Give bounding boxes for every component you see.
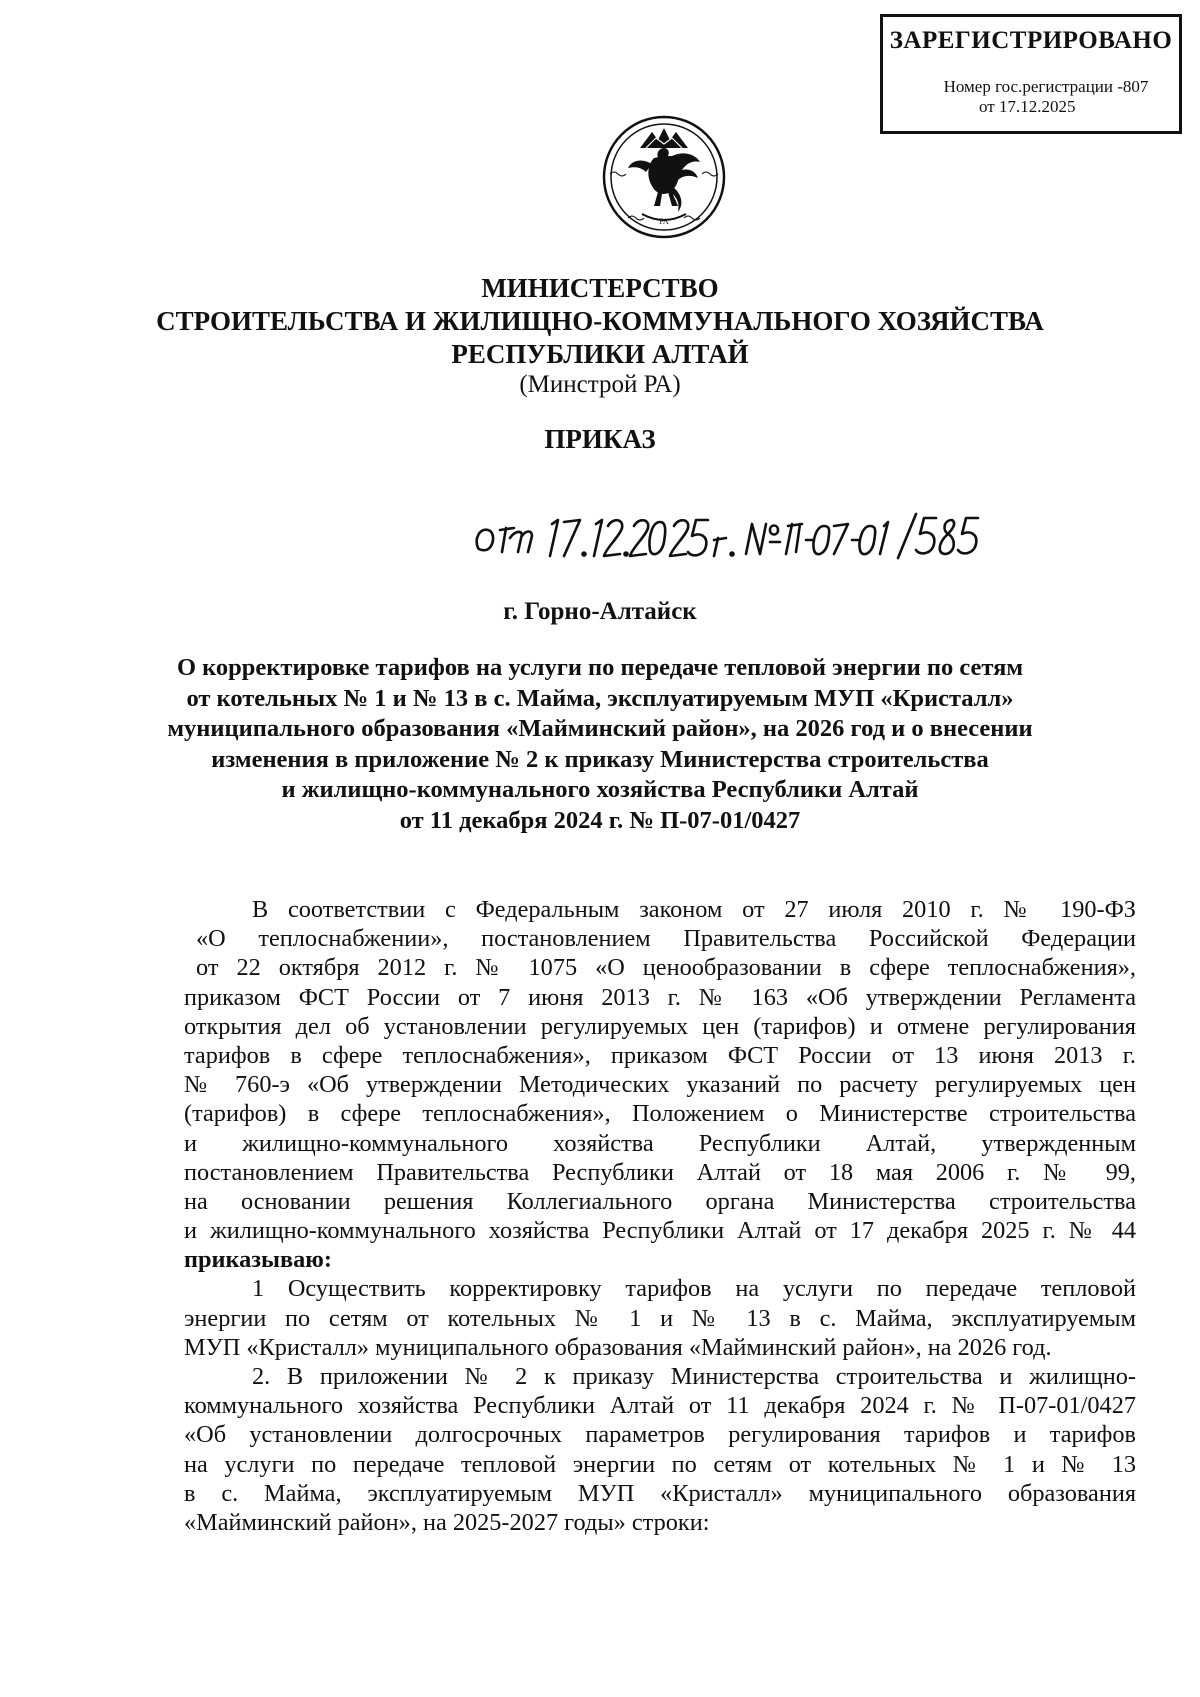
order-title: ПРИКАЗ bbox=[544, 424, 656, 454]
ministry-short-name: (Минстрой РА) bbox=[519, 371, 681, 398]
item-1-line: 1 Осуществить корректировку тарифов на услуги по передаче тепловой bbox=[252, 1275, 1136, 1303]
item-2-line: на услуги по передаче тепловой энергии по сетям от котельных № 1 и № 13 bbox=[184, 1450, 1136, 1478]
order-subject bbox=[160, 653, 1040, 836]
preamble-line: (тарифов) в сфере теплоснабжения», Положением о Министерстве строительства bbox=[184, 1100, 1136, 1128]
preamble-line: открытия дел об установлении регулируемых цен (тарифов) и отмене регулирования bbox=[184, 1012, 1136, 1040]
subject-line: муниципального образования «Майминский район», на 2026 год и о внесении bbox=[167, 715, 1033, 742]
ministry-line-3: РЕСПУБЛИКИ АЛТАЙ bbox=[451, 339, 749, 369]
subject-line: изменения в приложение № 2 к приказу Министерства строительства bbox=[211, 745, 989, 773]
preamble-line: от 22 октября 2012 г. № 1075 «О ценообразовании в сфере теплоснабжения», bbox=[196, 954, 1136, 982]
stamp-title: ЗАРЕГИСТРИРОВАНО bbox=[889, 27, 1173, 54]
item-2-line: в с. Майма, эксплуатируемым МУП «Кристалл» муниципального образования bbox=[184, 1479, 1136, 1507]
emblem-letters: РА bbox=[659, 217, 669, 226]
item-2-line: 2. В приложении № 2 к приказу Министерства строительства и жилищно- bbox=[252, 1363, 1136, 1390]
preamble-line: В соответствии с Федеральным законом от 27 июля 2010 г. № 190-ФЗ bbox=[252, 896, 1136, 923]
stamp-reg-date: от 17.12.2025 bbox=[979, 97, 1076, 116]
handwritten-text: от 17.12.2025г. № П-07-01/585 bbox=[470, 508, 483, 509]
item-2-line: коммунального хозяйства Республики Алтай от 11 декабря 2024 г. № П-07-01/0427 bbox=[184, 1392, 1136, 1420]
city: г. Горно-Алтайск bbox=[503, 598, 697, 625]
ministry-name bbox=[0, 272, 1200, 371]
preamble-line: № 760-э «Об утверждении Методических указаний по расчету регулируемых цен bbox=[184, 1071, 1136, 1099]
coat-of-arms-icon bbox=[600, 114, 728, 240]
order-body bbox=[184, 895, 1136, 1537]
ministry-line-1: МИНИСТЕРСТВО bbox=[481, 273, 719, 303]
preamble-line: тарифов в сфере теплоснабжения», приказом ФСТ России от 13 июня 2013 г. bbox=[184, 1041, 1136, 1069]
stamp-reg-number: Номер гос.регистрации -807 bbox=[943, 77, 1149, 96]
item-2-line: «Майминский район», на 2025-2027 годы» строки: bbox=[184, 1508, 710, 1536]
handwritten-order-date-number bbox=[470, 508, 990, 570]
order-word: приказываю: bbox=[184, 1246, 332, 1274]
item-1-line: МУП «Кристалл» муниципального образования «Майминский район», на 2026 год. bbox=[184, 1333, 1052, 1361]
preamble-line: и жилищно-коммунального хозяйства Республики Алтай, утвержденным bbox=[184, 1129, 1136, 1157]
subject-line: и жилищно-коммунального хозяйства Республики Алтай bbox=[281, 776, 919, 803]
preamble-line: приказом ФСТ России от 7 июня 2013 г. № 163 «Об утверждении Регламента bbox=[184, 983, 1136, 1011]
subject-line: О корректировке тарифов на услуги по передаче тепловой энергии по сетям bbox=[176, 654, 1024, 681]
ministry-line-2: СТРОИТЕЛЬСТВА И ЖИЛИЩНО-КОММУНАЛЬНОГО ХОЗЯЙСТВА bbox=[156, 306, 1044, 336]
preamble-line: «О теплоснабжении», постановлением Правительства Российской Федерации bbox=[196, 925, 1136, 953]
preamble-line: постановлением Правительства Республики Алтай от 18 мая 2006 г. № 99, bbox=[184, 1158, 1136, 1186]
preamble-line: на основании решения Коллегиального органа Министерства строительства bbox=[184, 1187, 1136, 1215]
subject-line: от котельных № 1 и № 13 в с. Майма, эксплуатируемым МУП «Кристалл» bbox=[186, 684, 1014, 712]
registration-stamp bbox=[880, 14, 1182, 134]
subject-line: от 11 декабря 2024 г. № П-07-01/0427 bbox=[399, 806, 801, 834]
item-1-line: энергии по сетям от котельных № 1 и № 13 в с. Майма, эксплуатируемым bbox=[184, 1304, 1136, 1332]
preamble-line: и жилищно-коммунального хозяйства Республики Алтай от 17 декабря 2025 г. № 44 bbox=[184, 1217, 1136, 1245]
item-2-line: «Об установлении долгосрочных параметров регулирования тарифов и тарифов bbox=[184, 1421, 1136, 1449]
